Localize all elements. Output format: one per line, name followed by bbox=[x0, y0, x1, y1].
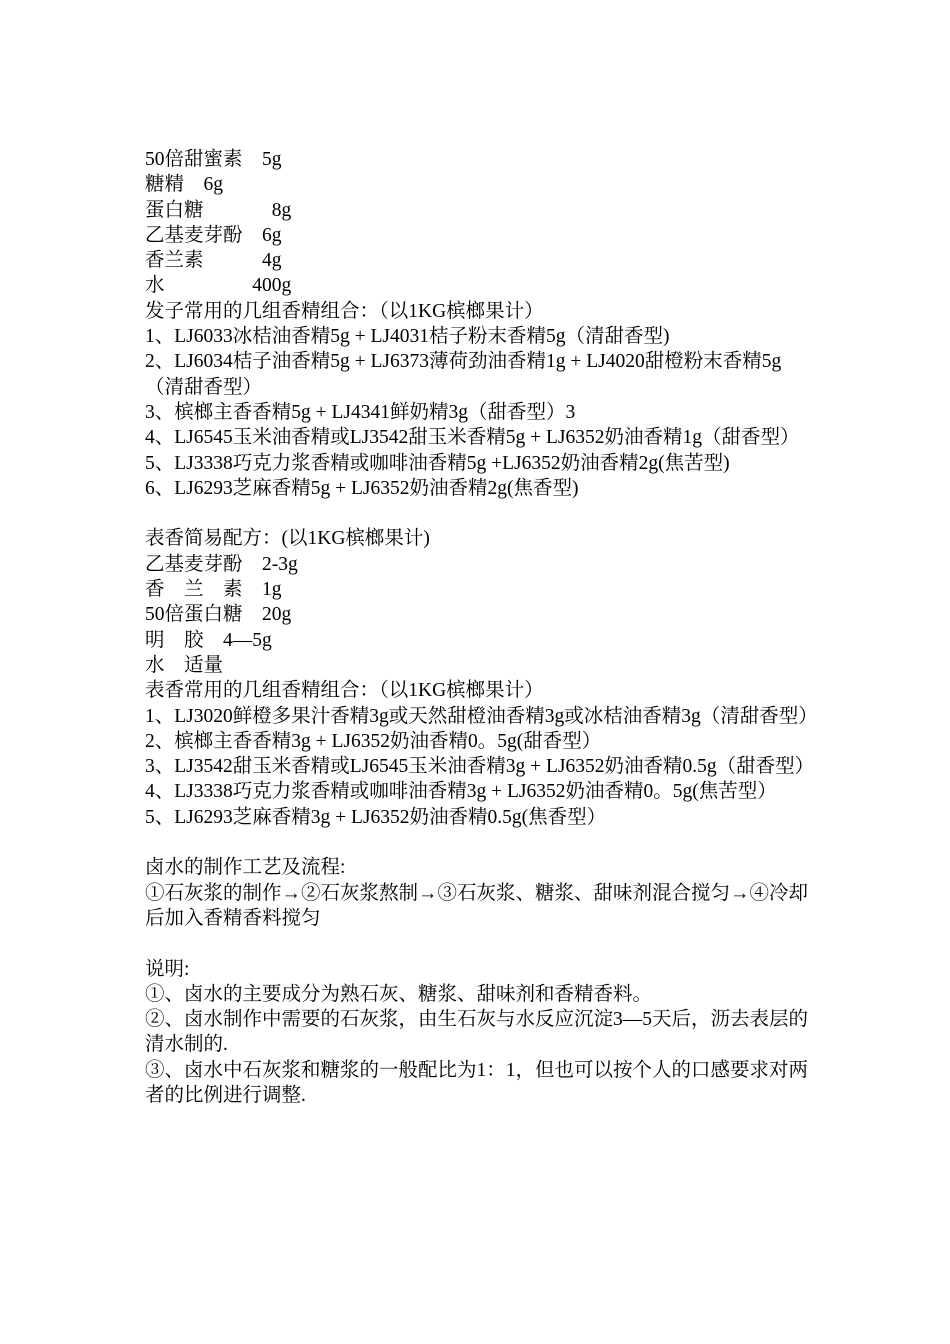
recipe-b-line: 50倍蛋白糖 20g bbox=[145, 604, 292, 626]
recipe-b-line: 香 兰 素 1g bbox=[145, 579, 282, 601]
recipe-b-line: 明 胶 4—5g bbox=[145, 629, 272, 651]
spacer bbox=[145, 931, 810, 956]
note-item: ③、卤水中石灰浆和糖浆的一般配比为1：1，但也可以按个人的口感要求对两者的比例进行调整. bbox=[145, 1059, 809, 1106]
biaoxiang-heading: 表香简易配方：(以1KG槟榔果计) bbox=[145, 528, 430, 550]
fazi-combo-item: 5、LJ3338巧克力浆香精或咖啡油香精5g +LJ6352奶油香精2g(焦苦型) bbox=[145, 452, 730, 474]
recipe-a-line: 水 400g bbox=[145, 275, 292, 297]
recipe-a-line: 糖精 6g bbox=[145, 174, 224, 196]
spacer bbox=[145, 830, 810, 855]
fazi-combo-item: 1、LJ6033冰桔油香精5g + LJ4031桔子粉末香精5g（清甜香型) bbox=[145, 326, 670, 348]
fazi-combos bbox=[145, 324, 810, 501]
recipe-b bbox=[145, 552, 810, 678]
document-body bbox=[145, 147, 818, 1108]
biaoxiang-combo-item: 5、LJ6293芝麻香精3g + LJ6352奶油香精0.5g(焦香型） bbox=[145, 806, 607, 828]
recipe-b-line: 水 适量 bbox=[145, 654, 224, 676]
fazi-combo-item: 6、LJ6293芝麻香精5g + LJ6352奶油香精2g(焦香型) bbox=[145, 477, 579, 499]
process-heading: 卤水的制作工艺及流程: bbox=[145, 857, 346, 879]
process-flow: ①石灰浆的制作→②石灰浆熬制→③石灰浆、糖浆、甜味剂混合搅匀→④冷却后加入香精香料搅匀 bbox=[145, 882, 809, 929]
recipe-a bbox=[145, 147, 810, 299]
recipe-a-line: 蛋白糖 8g bbox=[145, 199, 292, 221]
recipe-a-line: 50倍甜蜜素 5g bbox=[145, 149, 282, 170]
spacer bbox=[145, 501, 810, 526]
biaoxiang-combo-item: 3、LJ3542甜玉米香精或LJ6545玉米油香精3g + LJ6352奶油香精0.5g（甜香型） bbox=[145, 756, 815, 778]
recipe-a-line: 香兰素 4g bbox=[145, 250, 282, 272]
biaoxiang-combo-item: 2、槟榔主香香精3g + LJ6352奶油香精0。5g(甜香型） bbox=[145, 730, 602, 752]
fazi-combo-item: 4、LJ6545玉米油香精或LJ3542甜玉米香精5g + LJ6352奶油香精1g（甜香型） bbox=[145, 427, 800, 449]
biaoxiang-combos bbox=[145, 704, 818, 830]
fazi-heading: 发子常用的几组香精组合：（以1KG槟榔果计） bbox=[145, 300, 544, 322]
recipe-b-line: 乙基麦芽酚 2-3g bbox=[145, 553, 298, 575]
note-item: ②、卤水制作中需要的石灰浆，由生石灰与水反应沉淀3—5天后，沥去表层的清水制的. bbox=[145, 1009, 809, 1056]
notes-heading: 说明: bbox=[145, 958, 190, 980]
notes-list bbox=[145, 982, 810, 1108]
biaoxiang-combo-heading: 表香常用的几组香精组合：（以1KG槟榔果计） bbox=[145, 680, 544, 702]
biaoxiang-combo-item: 1、LJ3020鲜橙多果汁香精3g或天然甜橙油香精3g或冰桔油香精3g（清甜香型） bbox=[145, 705, 818, 727]
fazi-combo-item: 2、LJ6034桔子油香精5g + LJ6373薄荷劲油香精1g + LJ4020甜橙粉末香精5g（清甜香型） bbox=[145, 351, 782, 398]
note-item: ①、卤水的主要成分为熟石灰、糖浆、甜味剂和香精香料。 bbox=[145, 983, 653, 1005]
fazi-combo-item: 3、槟榔主香香精5g + LJ4341鲜奶精3g（甜香型）3 bbox=[145, 401, 576, 423]
recipe-a-line: 乙基麦芽酚 6g bbox=[145, 224, 282, 246]
biaoxiang-combo-item: 4、LJ3338巧克力浆香精或咖啡油香精3g + LJ6352奶油香精0。5g(焦苦型） bbox=[145, 781, 777, 803]
